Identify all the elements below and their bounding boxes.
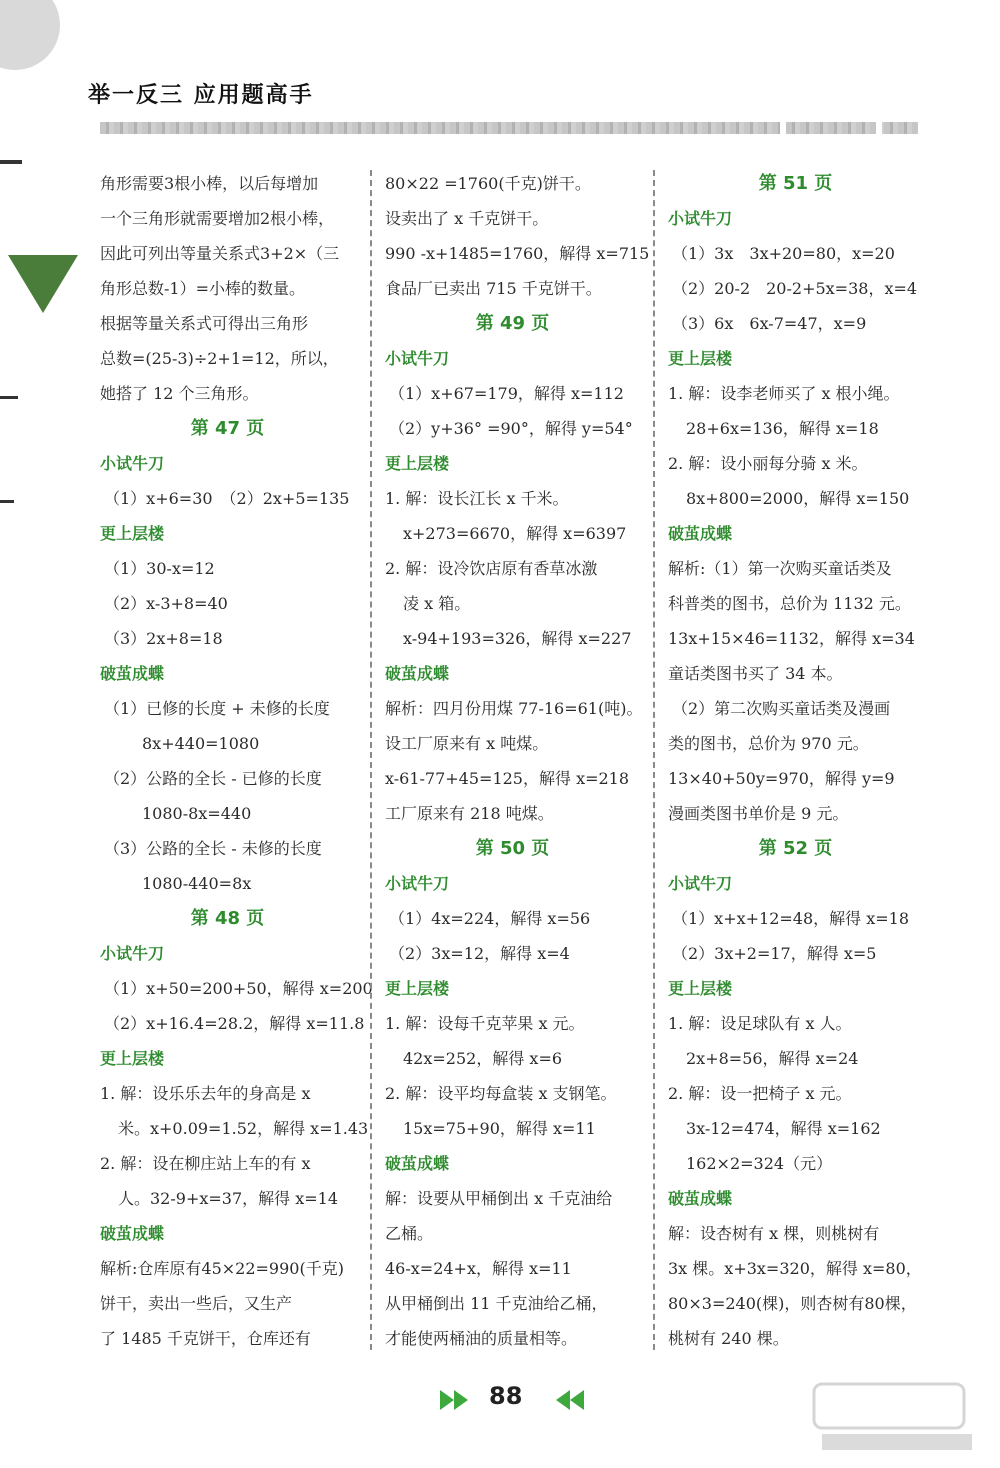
answer-line: 42x=252，解得 x=6 xyxy=(403,1049,563,1068)
page-heading: 第 50 页 xyxy=(475,838,550,859)
section-heading: 破茧成蝶 xyxy=(385,664,450,683)
section-heading: 破茧成蝶 xyxy=(100,1224,165,1243)
answer-line: x+273=6670，解得 x=6397 xyxy=(403,524,627,543)
answer-line: 漫画类图书单价是 9 元。 xyxy=(668,804,849,823)
answer-line: 解：设要从甲桶倒出 x 千克油给 xyxy=(385,1189,613,1208)
section-heading: 小试牛刀 xyxy=(668,209,733,228)
answer-line: 2x+8=56，解得 x=24 xyxy=(686,1049,859,1068)
section-heading: 更上层楼 xyxy=(668,979,733,998)
section-heading: 更上层楼 xyxy=(100,1049,165,1068)
answer-line: 才能使两桶油的质量相等。 xyxy=(385,1329,578,1348)
answer-line: 3x-12=474，解得 x=162 xyxy=(686,1119,881,1138)
answer-line: 角形需要3根小棒，以后每增加 xyxy=(100,174,319,193)
answer-line: 1. 解：设李老师买了 x 根小绳。 xyxy=(668,384,900,403)
section-heading: 更上层楼 xyxy=(385,979,450,998)
answer-line: 解析：四月份用煤 77-16=61(吨)。 xyxy=(385,699,643,718)
section-heading: 小试牛刀 xyxy=(385,874,450,893)
answer-line: 1080-8x=440 xyxy=(142,804,252,823)
page-heading: 第 51 页 xyxy=(758,173,833,194)
page-heading: 第 47 页 xyxy=(190,418,265,439)
answer-line: x-61-77+45=125，解得 x=218 xyxy=(385,769,630,788)
answer-line: 科普类的图书，总价为 1132 元。 xyxy=(668,594,911,613)
answer-line: 童话类图书买了 34 本。 xyxy=(668,664,843,683)
watermark-logo xyxy=(808,1378,978,1458)
answer-line: 从甲桶倒出 11 千克油给乙桶， xyxy=(385,1294,608,1313)
answer-line: 1. 解：设每千克苹果 x 元。 xyxy=(385,1014,585,1033)
decorative-circle xyxy=(0,0,60,70)
answer-line: 3x 棵。x+3x=320，解得 x=80， xyxy=(668,1259,922,1278)
answer-line: （3）6x 6x-7=47，x=9 xyxy=(672,314,867,333)
answer-line: 990 -x+1485=1760，解得 x=715 xyxy=(385,244,650,263)
answer-line: （1）已修的长度 + 未修的长度 xyxy=(104,699,330,718)
answer-line: 1080-440=8x xyxy=(142,874,252,893)
forward-arrow-icon xyxy=(440,1388,476,1412)
answer-line: 162×2=324（元） xyxy=(686,1154,833,1173)
header-rule-gap xyxy=(876,122,882,134)
answer-line: 13x+15×46=1132，解得 x=34 xyxy=(668,629,915,648)
answer-line: 工厂原来有 218 吨煤。 xyxy=(385,804,554,823)
answer-line: 角形总数-1）=小棒的数量。 xyxy=(100,279,305,298)
answer-line: 因此可列出等量关系式3+2×（三 xyxy=(100,244,340,263)
answer-line: 解：设杏树有 x 棵，则桃树有 xyxy=(668,1224,880,1243)
backward-arrow-icon xyxy=(548,1388,584,1412)
answer-line: 8x+440=1080 xyxy=(142,734,260,753)
header-rule-gap xyxy=(780,122,786,134)
decorative-mark xyxy=(0,160,22,164)
section-heading: 更上层楼 xyxy=(100,524,165,543)
answer-line: 米。x+0.09=1.52，解得 x=1.43 xyxy=(118,1119,369,1138)
column-divider xyxy=(370,170,372,1350)
answer-line: （1）30-x=12 xyxy=(104,559,215,578)
decorative-mark xyxy=(0,500,14,503)
answer-line: 80×3=240(棵)，则杏树有80棵， xyxy=(668,1294,917,1313)
book-title: 举一反三 应用题高手 xyxy=(88,83,314,108)
answer-line: 2. 解：设平均每盒装 x 支钢笔。 xyxy=(385,1084,617,1103)
column-divider xyxy=(653,170,655,1350)
answer-line: 根据等量关系式可得出三角形 xyxy=(100,314,309,333)
answer-line: 46-x=24+x，解得 x=11 xyxy=(385,1259,572,1278)
answer-line: （3）公路的全长 - 未修的长度 xyxy=(104,839,322,858)
header-rule xyxy=(100,122,918,134)
answer-line: 了 1485 千克饼干，仓库还有 xyxy=(100,1329,311,1348)
decorative-triangle xyxy=(8,255,78,315)
section-heading: 破茧成蝶 xyxy=(668,524,733,543)
answer-line: （1）x+x+12=48，解得 x=18 xyxy=(672,909,910,928)
answer-line: 设工厂原来有 x 吨煤。 xyxy=(385,734,549,753)
answer-line: 人。32-9+x=37，解得 x=14 xyxy=(118,1189,339,1208)
answer-line: 乙桶。 xyxy=(385,1224,434,1243)
answer-line: （1）x+50=200+50，解得 x=200 xyxy=(104,979,373,998)
section-heading: 小试牛刀 xyxy=(100,944,165,963)
answer-line: 总数=(25-3)÷2+1=12，所以， xyxy=(100,349,339,368)
answer-line: 类的图书，总价为 970 元。 xyxy=(668,734,869,753)
page-heading: 第 48 页 xyxy=(190,908,265,929)
answer-line: （2）3x=12，解得 x=4 xyxy=(389,944,570,963)
section-heading: 破茧成蝶 xyxy=(668,1189,733,1208)
section-heading: 小试牛刀 xyxy=(100,454,165,473)
answer-line: 解析:（1）第一次购买童话类及 xyxy=(668,559,892,578)
answer-line: 解析:仓库原有45×22=990(千克) xyxy=(100,1259,344,1278)
answer-line: 1. 解：设足球队有 x 人。 xyxy=(668,1014,852,1033)
answer-line: （2）x+16.4=28.2，解得 x=11.8 xyxy=(104,1014,365,1033)
answer-column-2 xyxy=(385,166,650,1356)
answer-line: 1. 解：设乐乐去年的身高是 x xyxy=(100,1084,311,1103)
answer-line: 8x+800=2000，解得 x=150 xyxy=(686,489,910,508)
decorative-mark xyxy=(0,396,18,399)
answer-line: （2）20-2 20-2+5x=38，x=4 xyxy=(672,279,918,298)
answer-line: 桃树有 240 棵。 xyxy=(668,1329,789,1348)
answer-line: （1）x+6=30 （2）2x+5=135 xyxy=(104,489,350,508)
section-heading: 小试牛刀 xyxy=(385,349,450,368)
answer-line: 28+6x=136，解得 x=18 xyxy=(686,419,879,438)
answer-line: 设卖出了 x 千克饼干。 xyxy=(385,209,549,228)
answer-line: 食品厂已卖出 715 千克饼干。 xyxy=(385,279,602,298)
answer-line: （2）y+36° =90°，解得 y=54° xyxy=(389,419,633,438)
answer-line: （2）第二次购买童话类及漫画 xyxy=(672,699,891,718)
answer-line: 2. 解：设冷饮店原有香草冰激 xyxy=(385,559,598,578)
answer-line: 2. 解：设在柳庄站上车的有 x xyxy=(100,1154,311,1173)
answer-column-1 xyxy=(100,166,373,1356)
answer-line: （1）4x=224，解得 x=56 xyxy=(389,909,591,928)
section-heading: 破茧成蝶 xyxy=(385,1154,450,1173)
section-heading: 小试牛刀 xyxy=(668,874,733,893)
answer-line: 1. 解：设长江长 x 千米。 xyxy=(385,489,569,508)
answer-line: 13×40+50y=970，解得 y=9 xyxy=(668,769,895,788)
section-heading: 更上层楼 xyxy=(668,349,733,368)
answer-line: 2. 解：设小丽每分骑 x 米。 xyxy=(668,454,868,473)
answer-line: （2）公路的全长 - 已修的长度 xyxy=(104,769,322,788)
answer-line: 15x=75+90，解得 x=11 xyxy=(403,1119,596,1138)
answer-line: 饼干，卖出一些后，又生产 xyxy=(100,1294,293,1313)
answer-line: 凌 x 箱。 xyxy=(403,594,471,613)
answer-line: （1）x+67=179，解得 x=112 xyxy=(389,384,624,403)
page-heading: 第 49 页 xyxy=(475,313,550,334)
answer-line: （2）x-3+8=40 xyxy=(104,594,228,613)
answer-line: 2. 解：设一把椅子 x 元。 xyxy=(668,1084,852,1103)
page-number: 88 xyxy=(489,1382,523,1410)
answer-line: x-94+193=326，解得 x=227 xyxy=(403,629,632,648)
answer-line: 一个三角形就需要增加2根小棒， xyxy=(100,209,335,228)
answer-line: 她搭了 12 个三角形。 xyxy=(100,384,259,403)
section-heading: 更上层楼 xyxy=(385,454,450,473)
page-heading: 第 52 页 xyxy=(758,838,833,859)
answer-line: （2）3x+2=17，解得 x=5 xyxy=(672,944,877,963)
answer-line: （3）2x+8=18 xyxy=(104,629,223,648)
answer-line: （1）3x 3x+20=80，x=20 xyxy=(672,244,895,263)
answer-column-3 xyxy=(668,166,923,1356)
section-heading: 破茧成蝶 xyxy=(100,664,165,683)
answer-line: 80×22 =1760(千克)饼干。 xyxy=(385,174,591,193)
